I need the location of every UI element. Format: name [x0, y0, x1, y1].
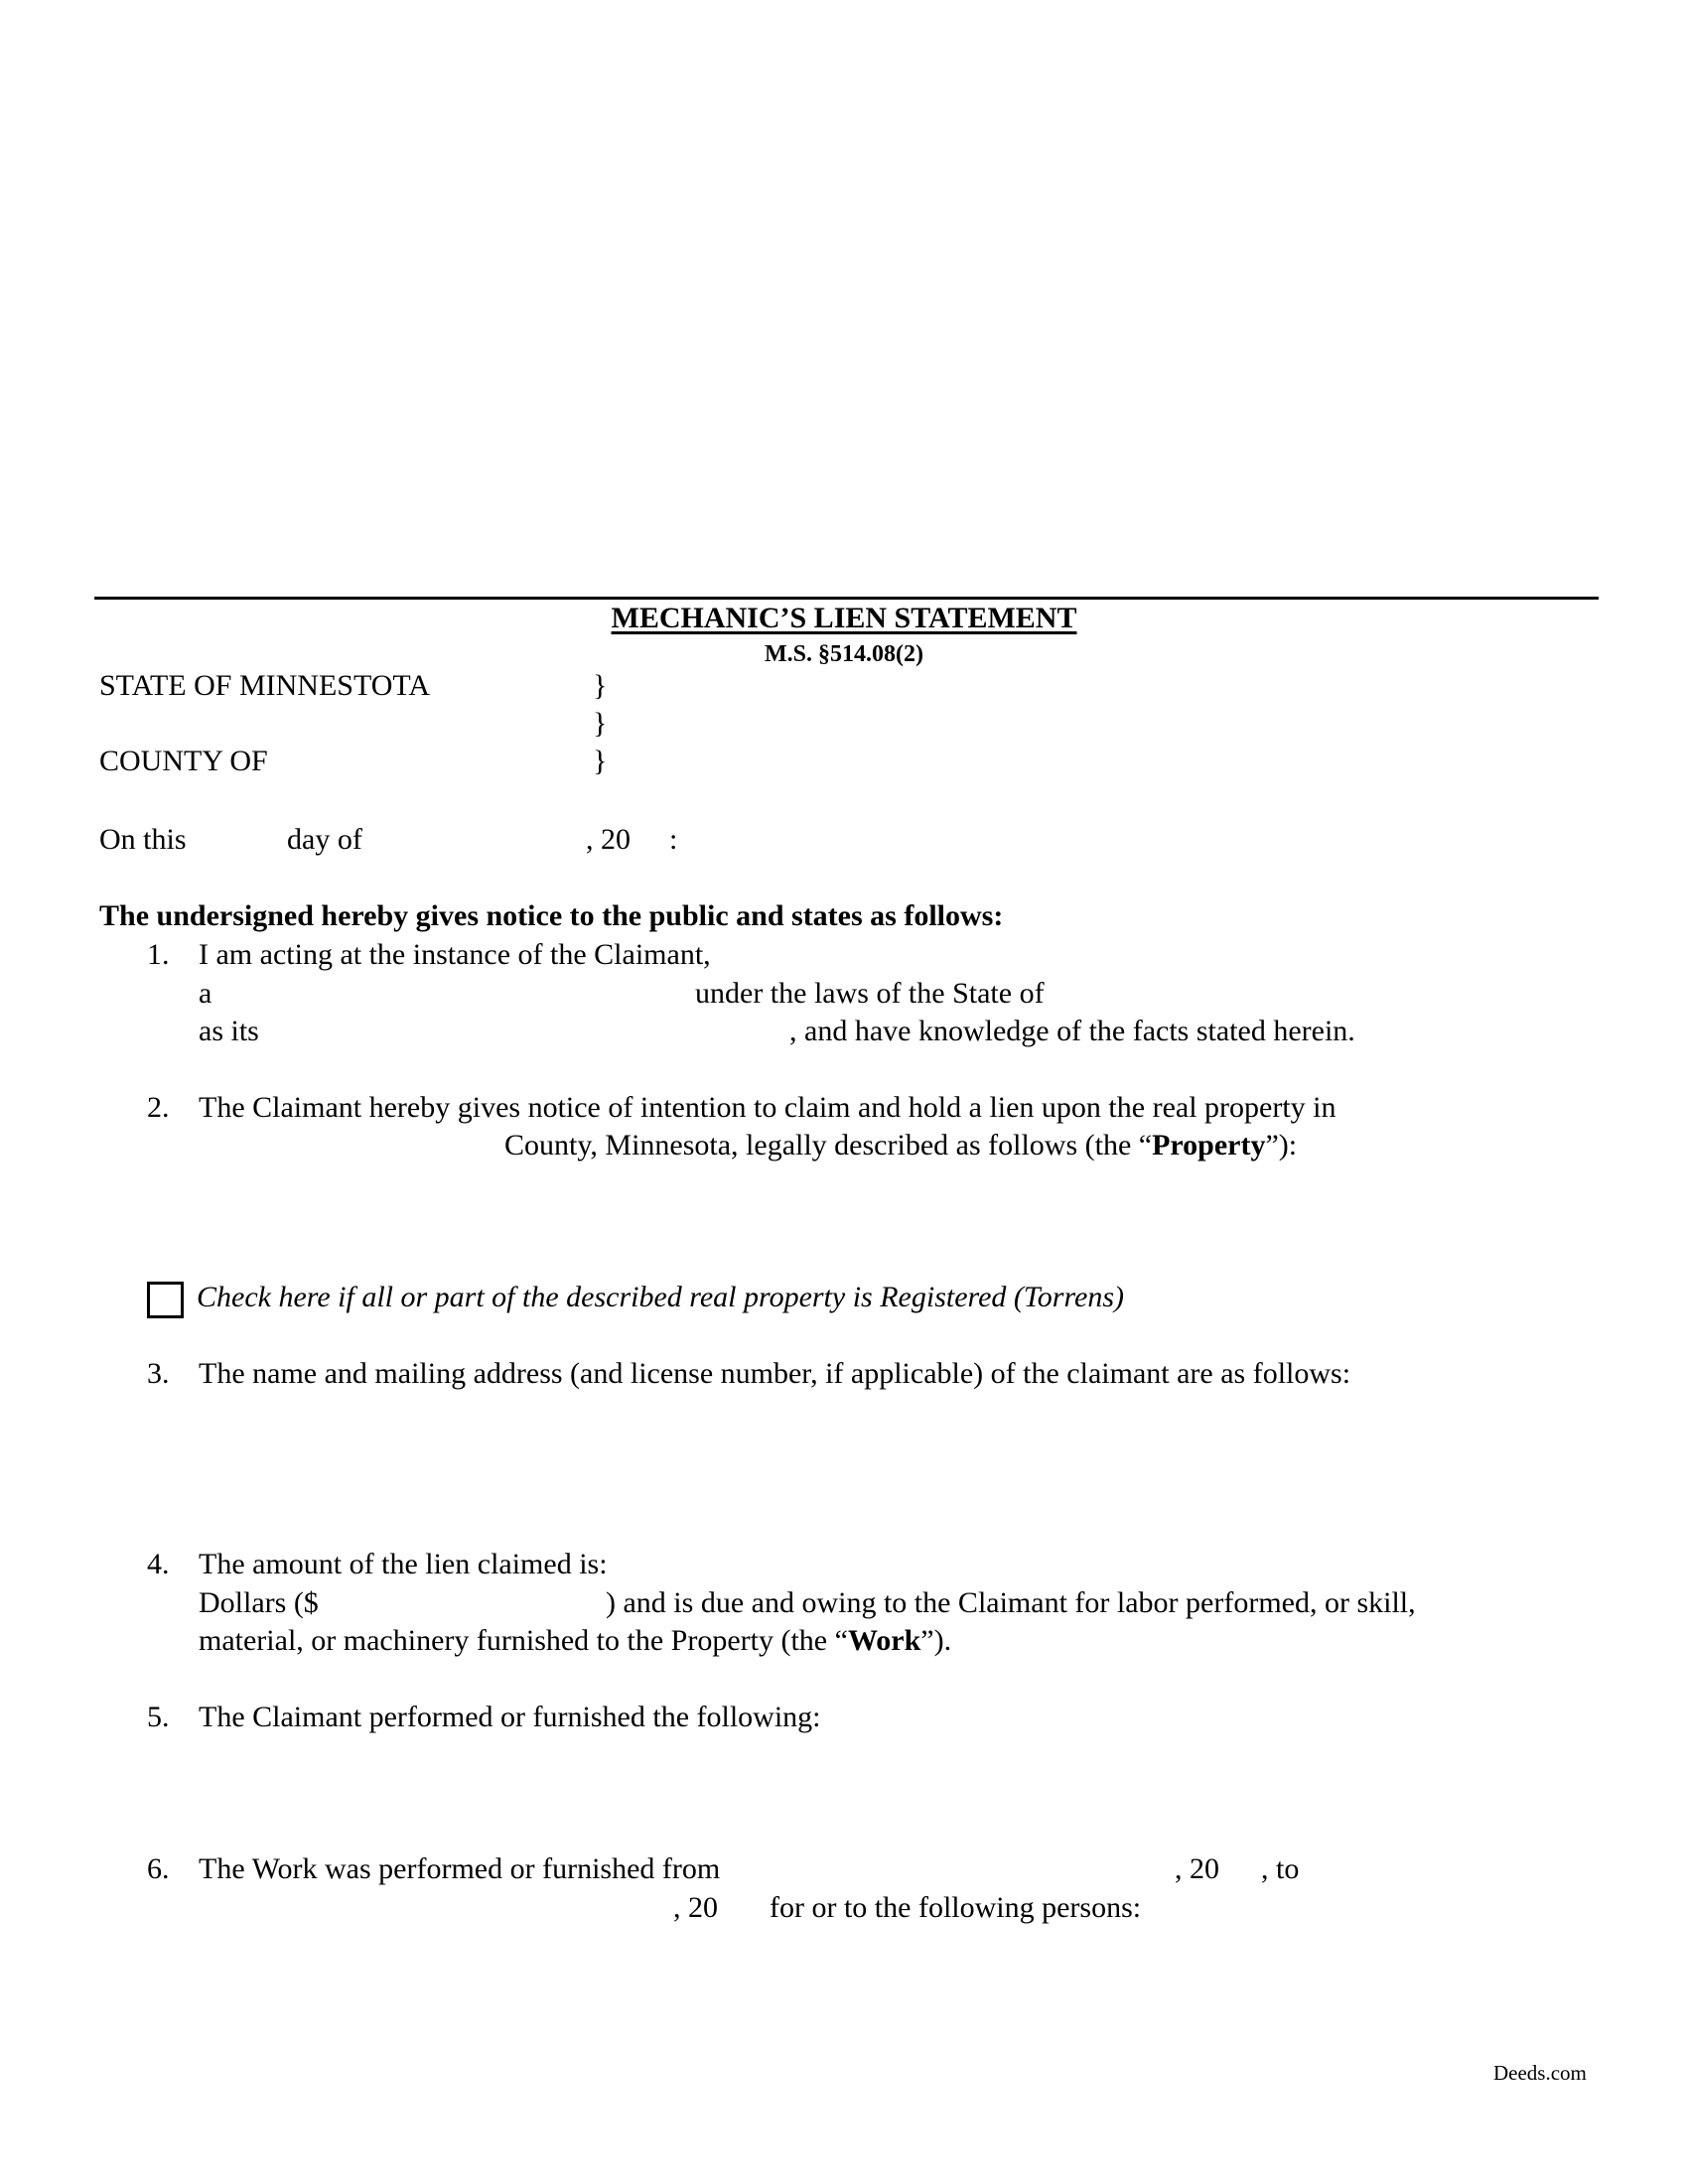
venue-brace-1: }	[593, 669, 608, 702]
item-4-line-3	[199, 1626, 951, 1656]
work-term: Work	[847, 1624, 921, 1657]
item-6-line-2b: for or to the following persons:	[770, 1891, 1142, 1924]
item-6-line-1b: , 20	[1175, 1852, 1219, 1885]
on-this-label: On this	[99, 823, 187, 856]
item-1-number: 1.	[147, 938, 170, 971]
property-term: Property	[1152, 1129, 1266, 1161]
venue-brace-2: }	[593, 707, 608, 740]
item-1-line-3a: as its	[199, 1015, 259, 1047]
item-2-line-2c: ”):	[1265, 1129, 1298, 1161]
date-colon: :	[669, 823, 678, 856]
item-1-line-3b: , and have knowledge of the facts stated herein.	[789, 1015, 1355, 1047]
item-5-number: 5.	[147, 1701, 170, 1733]
item-3-line-1: The name and mailing address (and license number, if applicable) of the claimant are as follows:	[199, 1357, 1351, 1390]
venue-brace-3: }	[593, 745, 608, 777]
day-of-label: day of	[287, 823, 362, 856]
item-1-line-1: I am acting at the instance of the Claimant,	[199, 938, 711, 971]
footer-brand: Deeds.com	[1493, 2061, 1587, 2085]
intro-statement: The undersigned hereby gives notice to the public and states as follows:	[99, 899, 1004, 932]
item-2-line-1: The Claimant hereby gives notice of intention to claim and hold a lien upon the real property in	[199, 1091, 1336, 1124]
item-1-line-2b: under the laws of the State of	[695, 977, 1045, 1010]
item-6-line-2a: , 20	[673, 1891, 718, 1924]
year-prefix: , 20	[586, 823, 631, 856]
item-4-line-3a: material, or machinery furnished to the Property (the “	[199, 1624, 848, 1657]
torrens-checkbox[interactable]	[147, 1282, 184, 1318]
statute-reference: M.S. §514.08(2)	[765, 641, 923, 667]
item-5-line-1: The Claimant performed or furnished the following:	[199, 1701, 821, 1733]
item-2-line-2a: County, Minnesota, legally described as follows (the “	[504, 1129, 1153, 1161]
state-label: STATE OF MINNESTOTA	[99, 669, 430, 702]
item-4-line-2a: Dollars ($	[199, 1586, 319, 1619]
item-3-number: 3.	[147, 1357, 170, 1390]
item-2-number: 2.	[147, 1091, 170, 1124]
item-4-number: 4.	[147, 1548, 170, 1580]
header-rule	[94, 597, 1599, 600]
item-2-line-2	[504, 1131, 1297, 1160]
item-4-line-3c: ”).	[920, 1624, 952, 1657]
item-4-line-1: The amount of the lien claimed is:	[199, 1548, 608, 1580]
item-1-line-2a: a	[199, 977, 212, 1010]
item-6-number: 6.	[147, 1852, 170, 1885]
item-6-line-1c: , to	[1261, 1852, 1300, 1885]
item-6-line-1a: The Work was performed or furnished from	[199, 1852, 721, 1885]
document-title: MECHANIC’S LIEN STATEMENT	[611, 602, 1077, 634]
item-4-line-2b: ) and is due and owing to the Claimant for labor performed, or skill,	[606, 1586, 1416, 1619]
county-label: COUNTY OF	[99, 745, 268, 777]
torrens-label: Check here if all or part of the described real property is Registered (Torrens)	[197, 1281, 1125, 1313]
